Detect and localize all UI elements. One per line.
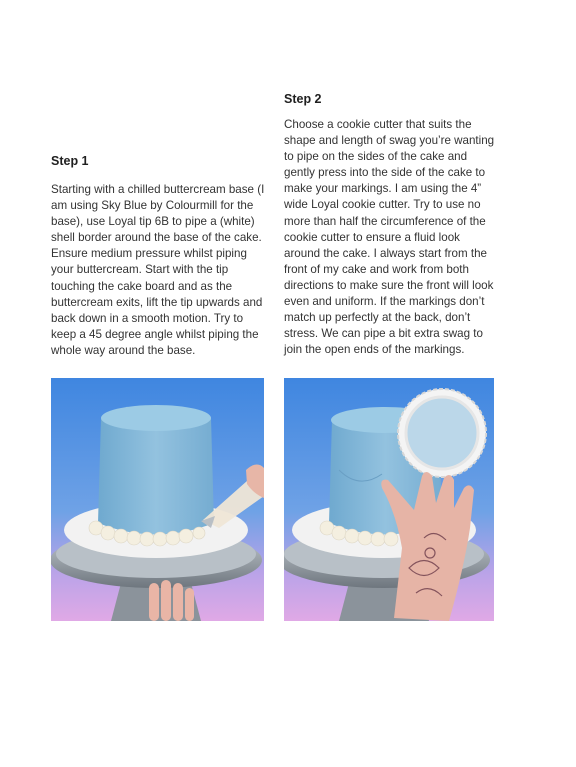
step-1-title: Step 1 bbox=[51, 154, 89, 168]
step-1-section bbox=[51, 154, 265, 359]
step-2-text: Choose a cookie cutter that suits the shape and length of swag you’re wanting to pipe on the sides of the cake and gently press into the side of the cake to make your markings. I am using the 4” wide Loyal cookie cutter. Try to use no more than half the circumference of the cookie cutter to ensure a fluid look around the cake. I always start from the front of my cake and work from both directions to make sure the front will look even and uniform. If the markings don’t match up perfectly at the back, don’t stress. We can pipe a bit extra swag to join the open ends of the markings. bbox=[284, 118, 495, 357]
step-1-photo-illustration bbox=[51, 378, 264, 621]
step-2-title: Step 2 bbox=[284, 92, 322, 106]
step-1-photo bbox=[51, 378, 264, 621]
step-1-text: Starting with a chilled buttercream base (I am using Sky Blue by Colourmill for the base), use Loyal tip 6B to pipe a (white) shell border around the base of the cake. Ensure medium pressure whilst piping your buttercream. Start with the tip touching the cake board and as the buttercream exits, lift the tip upwards and back down in a smooth motion. Try to keep a 45 degree angle whilst piping the whole way around the base. bbox=[51, 183, 265, 357]
step-2-section bbox=[284, 92, 498, 358]
step-2-photo-illustration bbox=[284, 378, 494, 621]
step-2-photo bbox=[284, 378, 494, 621]
